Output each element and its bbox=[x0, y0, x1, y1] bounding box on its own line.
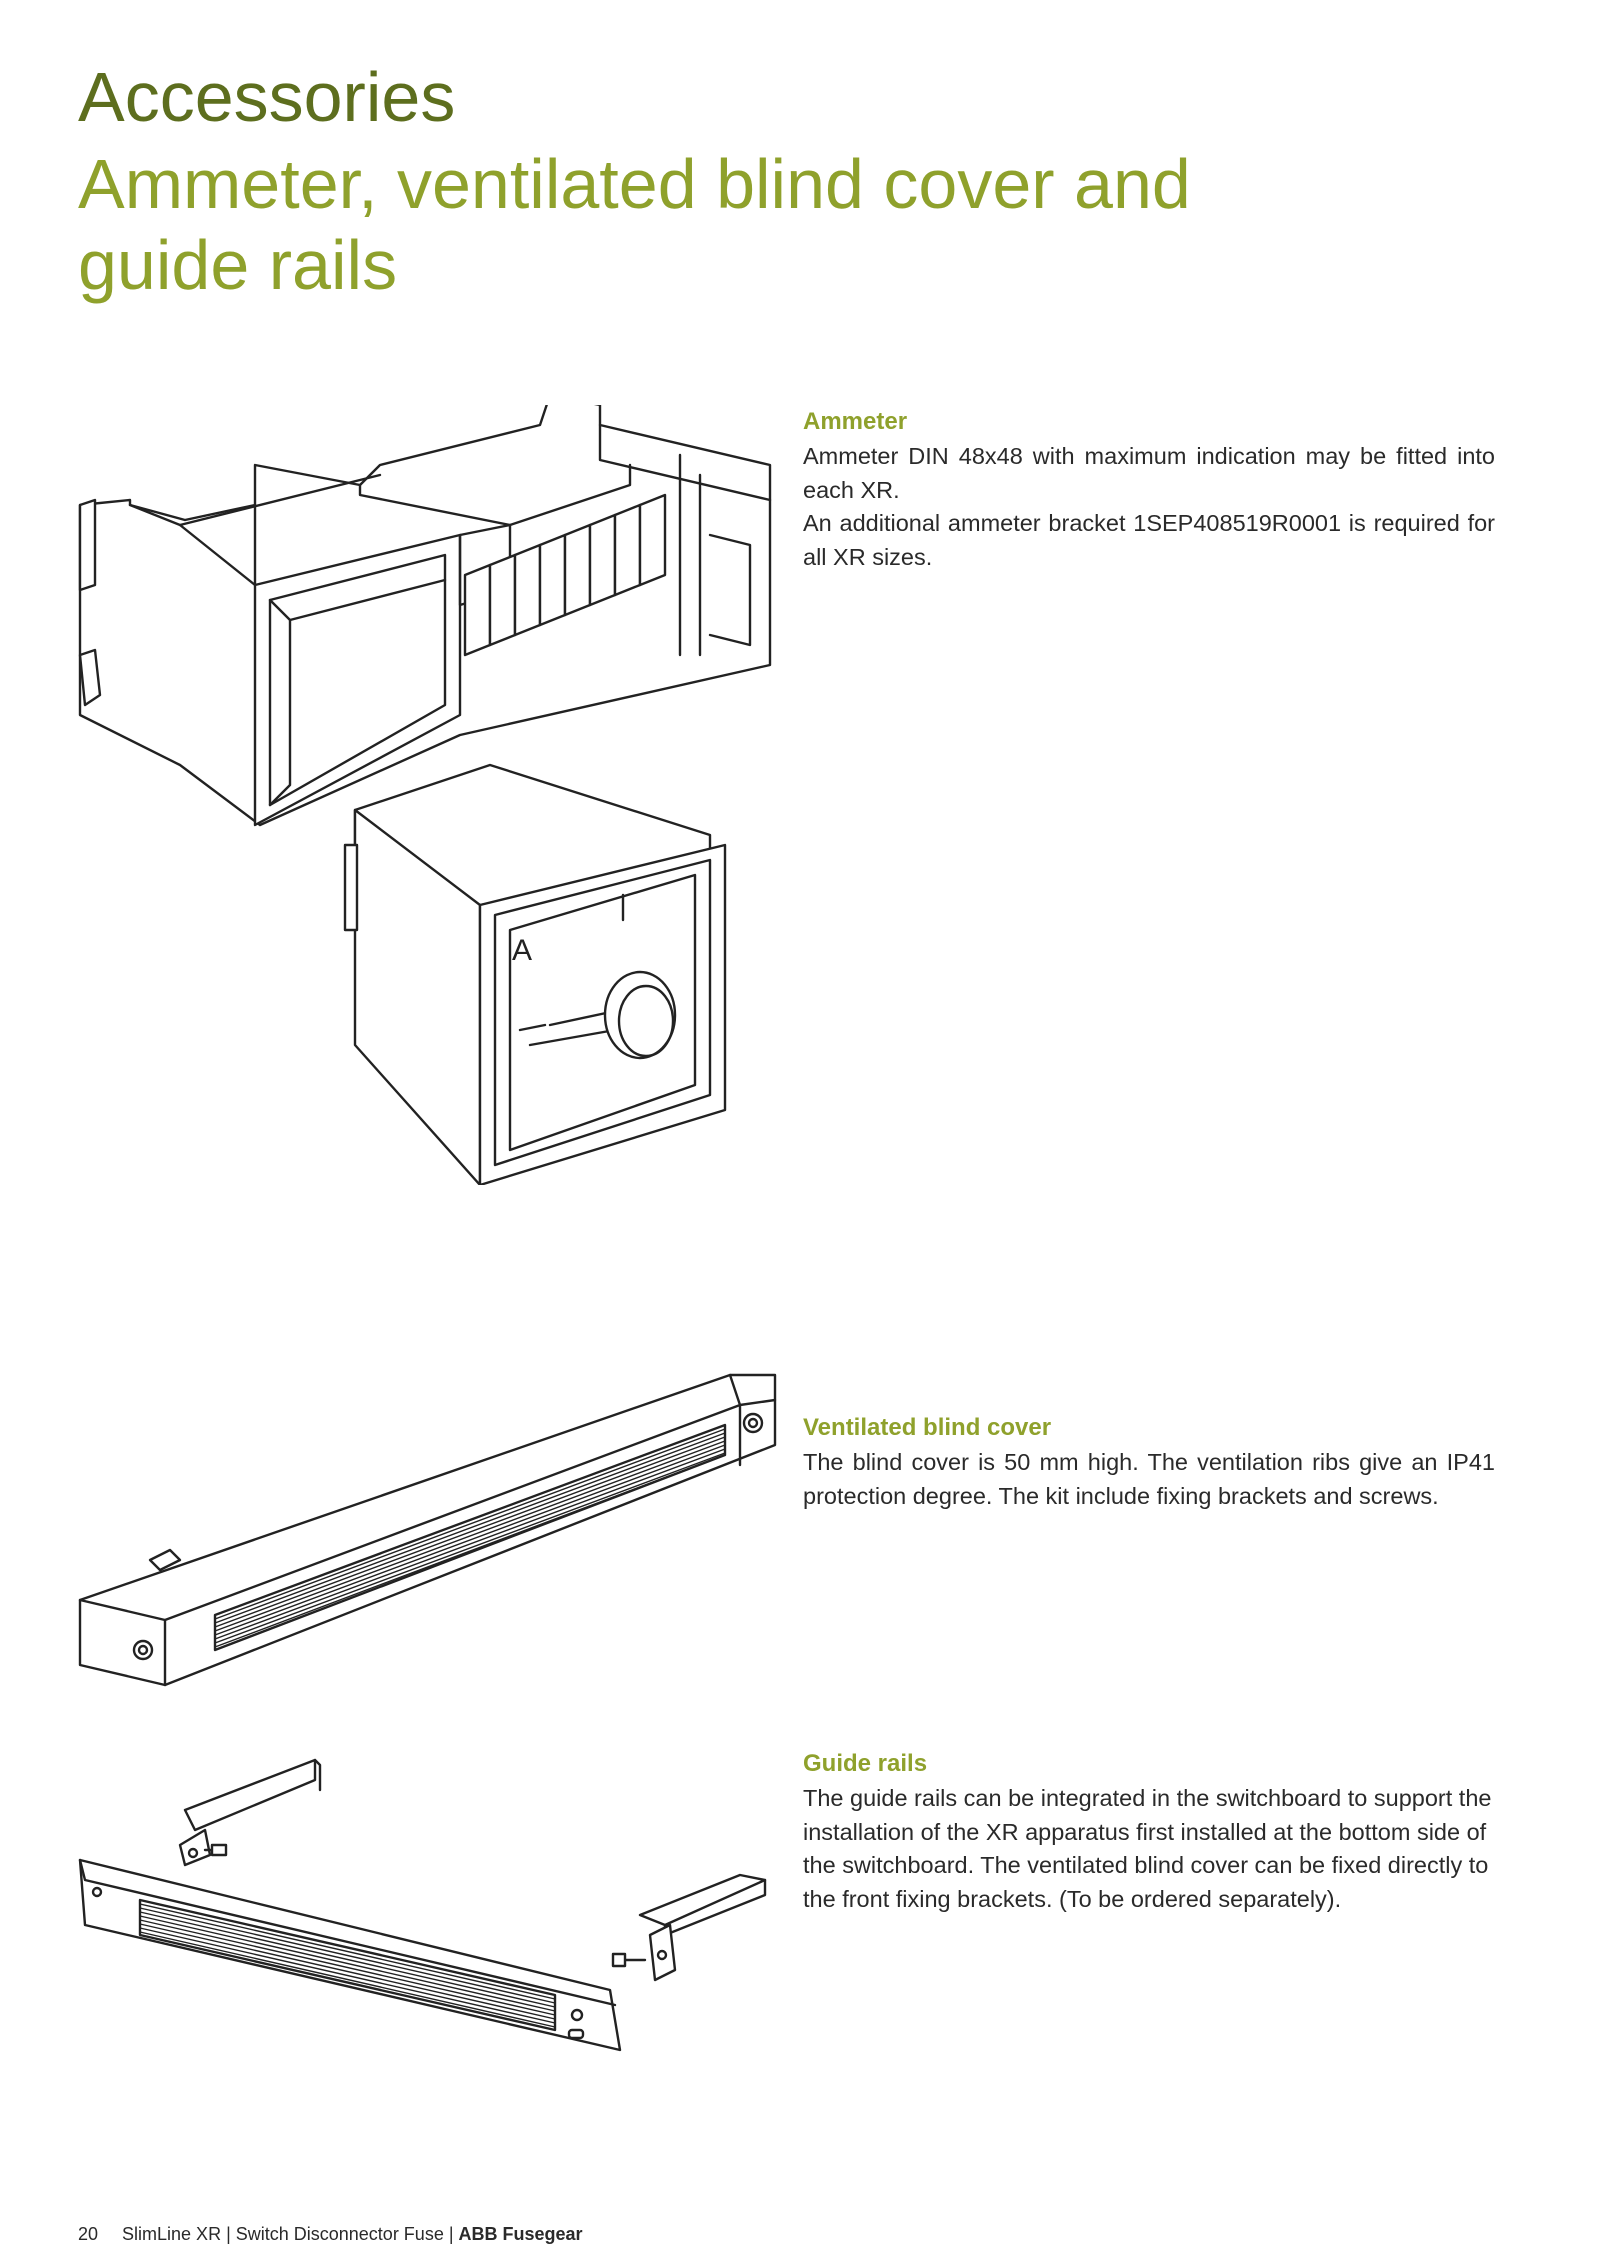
ammeter-heading: Ammeter bbox=[803, 408, 908, 435]
ammeter-dial-letter: A bbox=[512, 934, 533, 967]
page-number: 20 bbox=[78, 2224, 99, 2244]
page-title bbox=[78, 58, 1378, 306]
ammeter-text-1: Ammeter DIN 48x48 with maximum indication may be fitted into each XR. bbox=[803, 443, 1495, 503]
blind-cover-section bbox=[803, 1414, 1495, 1513]
blind-cover-figure bbox=[75, 1365, 795, 1695]
title-sub: Ammeter, ventilated blind cover and guide rails bbox=[78, 145, 1191, 305]
guide-rails-figure bbox=[75, 1750, 795, 2070]
ammeter-bracket-figure bbox=[70, 405, 780, 1185]
page-footer bbox=[78, 2224, 583, 2245]
footer-brand: ABB Fusegear bbox=[458, 2224, 583, 2244]
footer-doc-title: SlimLine XR | Switch Disconnector Fuse | bbox=[122, 2224, 459, 2244]
blind-cover-text: The blind cover is 50 mm high. The ventilation ribs give an IP41 protection degree. The kit include fixing brackets and screws. bbox=[803, 1449, 1495, 1509]
guide-rails-heading: Guide rails bbox=[803, 1750, 928, 1777]
ammeter-section bbox=[803, 408, 1495, 574]
guide-rails-section bbox=[803, 1750, 1495, 1916]
blind-cover-heading: Ventilated blind cover bbox=[803, 1414, 1052, 1441]
title-main: Accessories bbox=[78, 58, 456, 136]
guide-rails-text: The guide rails can be integrated in the switchboard to support the installation of the XR apparatus first installed at the bottom side of the switchboard. The ventilated blind cover can be fixed directly to the front fixing brackets. (To be ordered separately). bbox=[803, 1785, 1492, 1912]
ammeter-text-2: An additional ammeter bracket 1SEP408519R0001 is required for all XR sizes. bbox=[803, 510, 1495, 570]
